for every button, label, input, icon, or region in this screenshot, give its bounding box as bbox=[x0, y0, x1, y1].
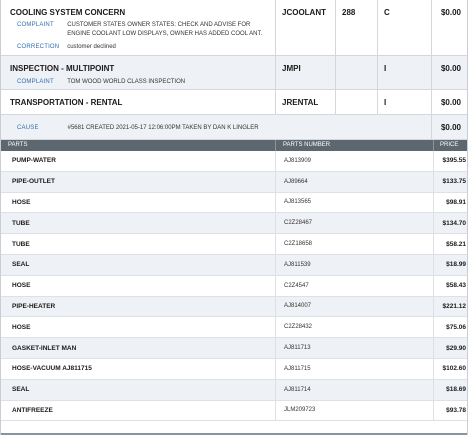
detail-label: COMPLAINT bbox=[17, 79, 54, 85]
price-column-header: PRICE bbox=[440, 142, 459, 148]
table-row[interactable] bbox=[1, 338, 467, 359]
job-price: $0.00 bbox=[440, 98, 461, 107]
cause-text: #5681 CREATED 2021-05-17 12:06:00PM TAKEN BY DAN K LINGLER bbox=[67, 125, 259, 131]
job-qty bbox=[336, 56, 378, 90]
detail-label: COMPLAINT bbox=[17, 22, 54, 28]
part-price: $29.90 bbox=[446, 344, 466, 352]
part-price: $221.12 bbox=[442, 302, 466, 310]
table-row[interactable] bbox=[1, 276, 467, 297]
part-name: HOSE bbox=[1, 276, 276, 296]
part-price: $75.06 bbox=[446, 323, 466, 331]
part-name: SEAL bbox=[1, 380, 276, 400]
table-row[interactable] bbox=[1, 401, 467, 422]
part-name: HOSE bbox=[1, 193, 276, 213]
job-row[interactable] bbox=[1, 56, 467, 90]
job-title: COOLING SYSTEM CONCERN bbox=[10, 8, 126, 17]
part-number: C2Z18658 bbox=[276, 234, 434, 254]
part-name: PUMP-WATER bbox=[1, 151, 276, 171]
part-price: $102.60 bbox=[442, 365, 466, 373]
table-row[interactable] bbox=[1, 297, 467, 318]
part-name: GASKET-INLET MAN bbox=[1, 338, 276, 358]
part-name: HOSE-VACUUM AJ811715 bbox=[1, 359, 276, 379]
detail-label: CORRECTION bbox=[17, 44, 60, 50]
table-row[interactable] bbox=[1, 151, 467, 172]
job-price: $0.00 bbox=[440, 64, 461, 73]
part-name: SEAL bbox=[1, 255, 276, 275]
table-row[interactable] bbox=[1, 234, 467, 255]
parts-table-header bbox=[1, 140, 467, 151]
job-code: JRENTAL bbox=[276, 90, 336, 115]
table-row[interactable] bbox=[1, 193, 467, 214]
part-price: $58.21 bbox=[446, 240, 466, 248]
part-number: C2Z28467 bbox=[276, 213, 434, 233]
parts-number-column-header: PARTS NUMBER bbox=[276, 140, 434, 151]
part-name: TUBE bbox=[1, 234, 276, 254]
cause-row bbox=[1, 115, 467, 140]
part-name: ANTIFREEZE bbox=[1, 401, 276, 421]
part-number: AJ813565 bbox=[276, 193, 434, 213]
part-name: PIPE-HEATER bbox=[1, 297, 276, 317]
job-code: JMPI bbox=[276, 56, 336, 90]
job-row[interactable] bbox=[1, 90, 467, 115]
job-detail bbox=[10, 78, 269, 87]
job-code: JCOOLANT bbox=[276, 0, 336, 56]
cause-price: $0.00 bbox=[440, 123, 461, 132]
part-price: $98.91 bbox=[446, 198, 466, 206]
detail-text: customer declined bbox=[67, 44, 116, 50]
job-price: $0.00 bbox=[440, 8, 461, 17]
part-number: JLM209723 bbox=[276, 401, 434, 421]
table-row[interactable] bbox=[1, 172, 467, 193]
job-type: I bbox=[378, 56, 432, 90]
part-number: AJ811539 bbox=[276, 255, 434, 275]
job-cell-title bbox=[1, 0, 276, 56]
part-price: $18.69 bbox=[446, 386, 466, 394]
part-number: AJ811714 bbox=[276, 380, 434, 400]
table-row[interactable] bbox=[1, 359, 467, 380]
cause-cell bbox=[1, 115, 432, 140]
part-price: $93.78 bbox=[446, 406, 466, 414]
part-number: C2Z4547 bbox=[276, 276, 434, 296]
detail-text: CUSTOMER STATES OWNER STATES: CHECK AND ADVISE FOR ENGINE COOLANT LOW DISPLAYS, OWNER HAS ADDED COOL ANT. bbox=[67, 22, 263, 37]
part-price: $58.43 bbox=[446, 282, 466, 290]
detail-text: TOM WOOD WORLD CLASS INSPECTION bbox=[67, 79, 186, 85]
job-title: TRANSPORTATION - RENTAL bbox=[1, 90, 276, 115]
parts-column-header: PARTS bbox=[1, 140, 276, 151]
table-row[interactable] bbox=[1, 213, 467, 234]
part-number: AJ813909 bbox=[276, 151, 434, 171]
cause-detail bbox=[10, 124, 425, 133]
job-title: INSPECTION - MULTIPOINT bbox=[10, 64, 115, 73]
part-number: AJ89664 bbox=[276, 172, 434, 192]
part-name: HOSE bbox=[1, 317, 276, 337]
part-name: PIPE-OUTLET bbox=[1, 172, 276, 192]
table-row[interactable] bbox=[1, 255, 467, 276]
part-price: $134.70 bbox=[442, 219, 466, 227]
part-price: $395.55 bbox=[442, 157, 466, 165]
job-type: C bbox=[378, 0, 432, 56]
job-qty bbox=[336, 90, 378, 115]
table-row[interactable] bbox=[1, 317, 467, 338]
job-detail bbox=[10, 43, 269, 52]
job-qty: 288 bbox=[336, 0, 378, 56]
part-number: AJ814007 bbox=[276, 297, 434, 317]
job-row[interactable] bbox=[1, 0, 467, 56]
part-price: $133.75 bbox=[442, 178, 466, 186]
job-type: I bbox=[378, 90, 432, 115]
job-detail bbox=[10, 21, 269, 39]
part-number: C2Z28432 bbox=[276, 317, 434, 337]
parts-table-body bbox=[1, 151, 467, 421]
part-number: AJ811713 bbox=[276, 338, 434, 358]
job-cell-title bbox=[1, 56, 276, 90]
cause-label: CAUSE bbox=[17, 125, 39, 131]
part-name: TUBE bbox=[1, 213, 276, 233]
part-price: $18.99 bbox=[446, 261, 466, 269]
part-number: AJ811715 bbox=[276, 359, 434, 379]
table-row[interactable] bbox=[1, 380, 467, 401]
